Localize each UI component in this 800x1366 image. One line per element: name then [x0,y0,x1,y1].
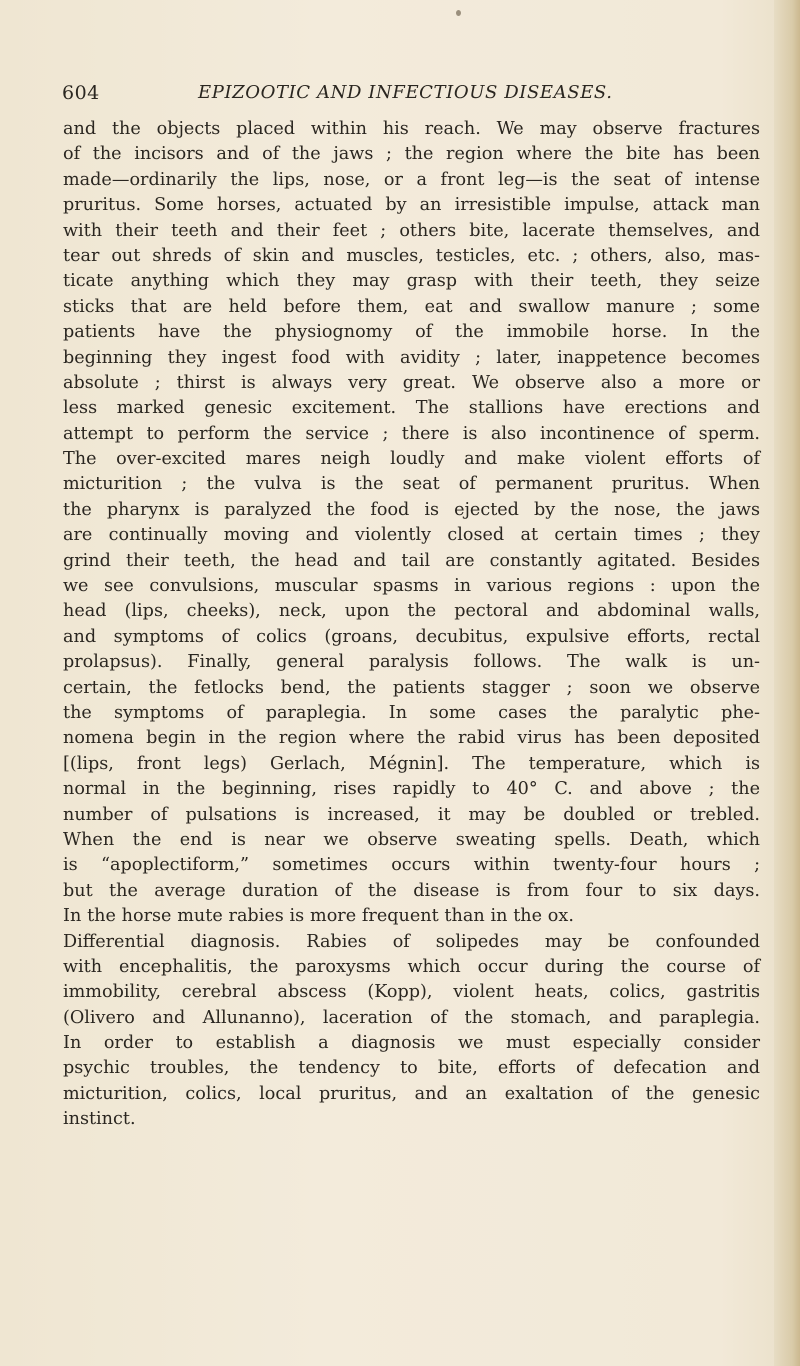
text-line: sticks that are held before them, eat and swallow manure ; some [63,296,760,317]
text-line: but the average duration of the disease is from four to six days. [63,880,760,901]
text-line: beginning they ingest food with avidity ; later, inappetence becomes [63,347,760,368]
diagnosis-line: In order to establish a diagnosis we must especially consider [63,1033,760,1054]
text-line: are continually moving and violently closed at certain times ; they [63,525,760,546]
text-line: tear out shreds of skin and muscles, testicles, etc. ; others, also, mas- [63,245,760,266]
page-edge [774,0,800,1366]
text-line: made—ordinarily the lips, nose, or a front leg—is the seat of intense [63,169,760,190]
text-line: of the incisors and of the jaws ; the region where the bite has been [63,144,760,165]
diagnosis-line: Differential diagnosis. Rabies of solipedes may be confounded [63,931,760,952]
diagnosis-line: micturition, colics, local pruritus, and an exaltation of the genesic [63,1083,760,1104]
text-line: patients have the physiognomy of the immobile horse. In the [63,322,760,343]
running-head: EPIZOOTIC AND INFECTIOUS DISEASES. [198,82,613,103]
text-line: nomena begin in the region where the rabid virus has been deposited [63,728,760,749]
diagnosis-line: psychic troubles, the tendency to bite, efforts of defecation and [63,1058,760,1079]
text-line: prolapsus). Finally, general paralysis follows. The walk is un- [63,652,760,673]
text-line: head (lips, cheeks), neck, upon the pectoral and abdominal walls, [63,601,760,622]
text-line: and symptoms of colics (groans, decubitus, expulsive efforts, rectal [63,626,760,647]
text-line: In the horse mute rabies is more frequent than in the ox. [63,906,574,927]
diagnosis-line: instinct. [63,1109,136,1130]
text-line: attempt to perform the service ; there is also incontinence of sperm. [63,423,760,444]
text-line: certain, the fetlocks bend, the patients stagger ; soon we observe [63,677,760,698]
text-line: The over-excited mares neigh loudly and make violent efforts of [63,449,760,470]
diagnosis-line: immobility, cerebral abscess (Kopp), violent heats, colics, gastritis [63,982,760,1003]
text-line: and the objects placed within his reach. We may observe fractures [63,119,760,139]
page-number: 604 [62,82,100,104]
ink-spot [456,10,461,16]
text-line: is “apoplectiform,” sometimes occurs within twenty-four hours ; [63,855,760,876]
text-line: we see convulsions, muscular spasms in various regions : upon the [63,576,760,597]
text-line: When the end is near we observe sweating spells. Death, which [63,829,760,850]
text-line: micturition ; the vulva is the seat of permanent pruritus. When [63,474,760,495]
text-line: less marked genesic excitement. The stallions have erections and [63,398,760,419]
diagnosis-line: (Olivero and Allunanno), laceration of the stomach, and paraplegia. [63,1007,760,1028]
text-line: normal in the beginning, rises rapidly to 40° C. and above ; the [63,779,760,800]
text-line: [(lips, front legs) Gerlach, Mégnin]. The temperature, which is [63,753,760,774]
page-header [62,82,762,112]
body-text [63,117,760,1133]
text-line: the pharynx is paralyzed the food is ejected by the nose, the jaws [63,499,760,520]
text-line: absolute ; thirst is always very great. We observe also a more or [63,372,760,393]
text-line: grind their teeth, the head and tail are constantly agitated. Besides [63,550,760,571]
text-line: number of pulsations is increased, it may be doubled or trebled. [63,804,760,825]
text-line: the symptoms of paraplegia. In some cases the paralytic phe- [63,702,760,723]
text-line: with their teeth and their feet ; others bite, lacerate themselves, and [63,220,760,241]
text-line: ticate anything which they may grasp with their teeth, they seize [63,271,760,292]
diagnosis-line: with encephalitis, the paroxysms which occur during the course of [63,956,760,977]
text-line: pruritus. Some horses, actuated by an irresistible impulse, attack man [63,195,760,216]
